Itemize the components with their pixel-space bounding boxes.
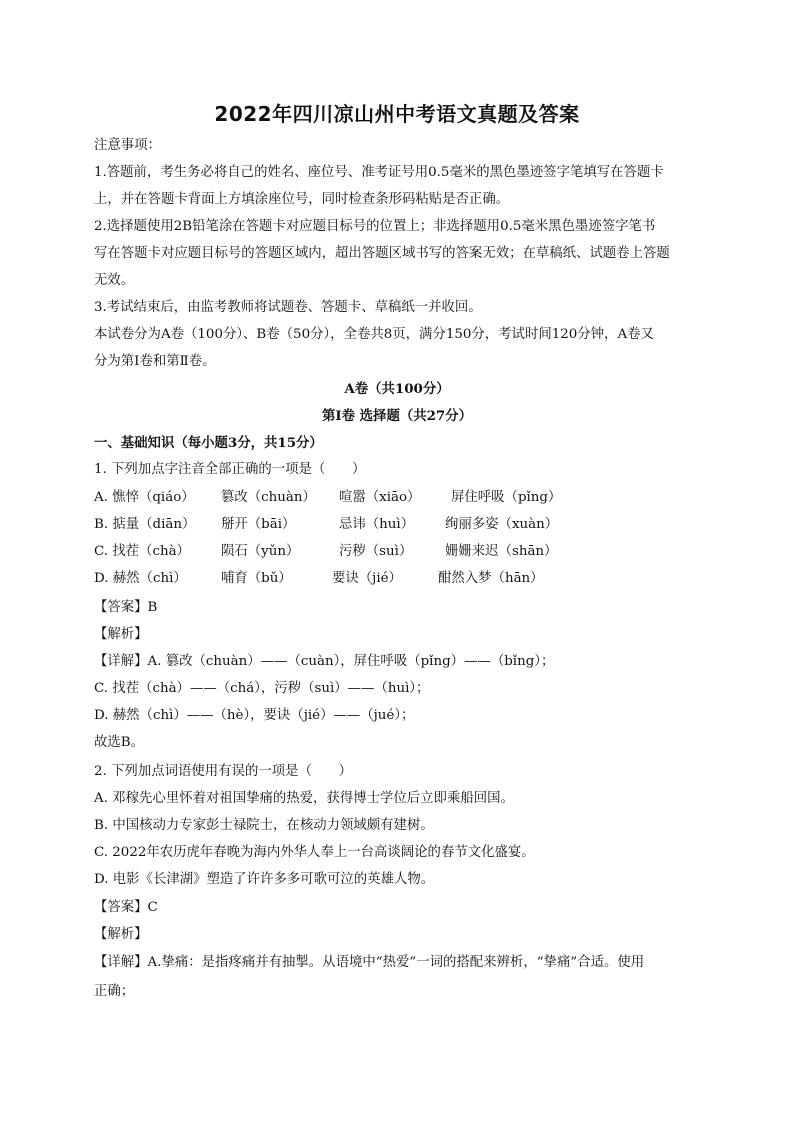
section-1-heading: 第Ⅰ卷 选择题（共27分） [321, 408, 473, 424]
document-title: 2022年四川凉山州中考语文真题及答案 [214, 102, 580, 126]
option-cell: 陨石（yǔn） [221, 544, 300, 559]
option-cell: 屏住呼吸（pǐng） [451, 490, 562, 505]
notice-item-3: 3.考试结束后，由监考教师将试题卷、答题卡、草稿纸一并收回。 [94, 300, 482, 315]
notice-item-2-line-3: 无效。 [94, 273, 135, 288]
notice-item-2-line-2: 写在答题卡对应题目标号的答题区域内，超出答题区域书写的答案无效；在草稿纸、试题卷上答题 [94, 246, 670, 261]
q2-analysis-heading: 【解析】 [94, 927, 148, 942]
option-cell: 掰开（bāi） [221, 517, 296, 532]
q2-option-c: C. 2022年农历虎年春晚为海内外华人奉上一台高谈阔论的春节文化盛宴。 [94, 845, 535, 860]
option-cell: 忌讳（huì） [339, 517, 415, 532]
notice-item-1-line-1: 1.答题前，考生务必将自己的姓名、座位号、准考证号用0.5毫米的黑色墨迹签字笔填写在答题卡 [94, 165, 664, 180]
intro-line-2: 分为第Ⅰ卷和第Ⅱ卷。 [94, 354, 216, 369]
q1-option-c [94, 544, 714, 560]
option-cell: D. 赫然（chì） [94, 571, 187, 586]
option-cell: 要诀（jié） [332, 571, 402, 586]
notice-heading: 注意事项： [94, 138, 161, 153]
section-a-heading: A卷（共100分） [344, 381, 450, 397]
q1-detail-a: 【详解】A. 篡改（chuàn）——（cuàn），屏住呼吸（pǐng）——（bǐng）； [94, 654, 555, 669]
option-cell: 污秽（suì） [339, 544, 413, 559]
q2-option-d: D. 电影《长津湖》塑造了许许多多可歌可泣的英雄人物。 [94, 872, 435, 887]
intro-line-1: 本试卷分为A卷（100分）、B卷（50分），全卷共8页，满分150分，考试时间120分钟，A卷又 [94, 327, 654, 342]
q2-detail-line-1: 【详解】A.挚痛：是指疼痛并有抽掣。从语境中“热爱”一词的搭配来辨析，“挚痛”合适。使用 [94, 955, 645, 970]
q2-option-b: B. 中国核动力专家彭士禄院士，在核动力领域颇有建树。 [94, 818, 434, 833]
option-cell: 哺育（bǔ） [221, 571, 292, 586]
q2-detail-line-2: 正确； [94, 984, 135, 999]
q1-detail-d: D. 赫然（chì）——（hè），要诀（jié）——（jué）； [94, 708, 415, 723]
option-cell: C. 找茬（chà） [94, 544, 190, 559]
part-1-heading: 一、基础知识（每小题3分，共15分） [94, 435, 323, 451]
notice-item-2-line-1: 2.选择题使用2B铅笔涂在答题卡对应题目标号的位置上；非选择题用0.5毫米黑色墨迹签字笔书 [94, 219, 656, 234]
q1-option-b [94, 517, 714, 533]
option-cell: 姗姗来迟（shān） [445, 544, 558, 559]
q1-detail-c: C. 找茬（chà）——（chá），污秽（suì）——（huì）； [94, 681, 430, 696]
notice-item-1-line-2: 上，并在答题卡背面上方填涂座位号，同时检查条形码粘贴是否正确。 [94, 192, 510, 207]
option-cell: 酣然入梦（hān） [438, 571, 544, 586]
option-cell: 喧嚣（xiāo） [339, 490, 421, 505]
question-2: 2. 下列加点词语使用有误的一项是（ ） [94, 764, 353, 779]
q1-option-d [94, 571, 714, 587]
q1-answer: 【答案】B [94, 600, 158, 615]
question-1: 1. 下列加点字注音全部正确的一项是（ ） [94, 462, 366, 477]
q2-option-a: A. 邓稼先心里怀着对祖国挚痛的热爱，获得博士学位后立即乘船回国。 [94, 791, 514, 806]
option-cell: A. 憔悴（qiáo） [94, 490, 195, 505]
option-cell: 篡改（chuàn） [221, 490, 316, 505]
q1-conclusion: 故选B。 [94, 735, 145, 750]
q1-analysis-heading: 【解析】 [94, 627, 148, 642]
option-cell: 绚丽多姿（xuàn） [445, 517, 559, 532]
q1-option-a [94, 490, 714, 506]
option-cell: B. 掂量（diān） [94, 517, 196, 532]
q2-answer: 【答案】C [94, 900, 158, 915]
